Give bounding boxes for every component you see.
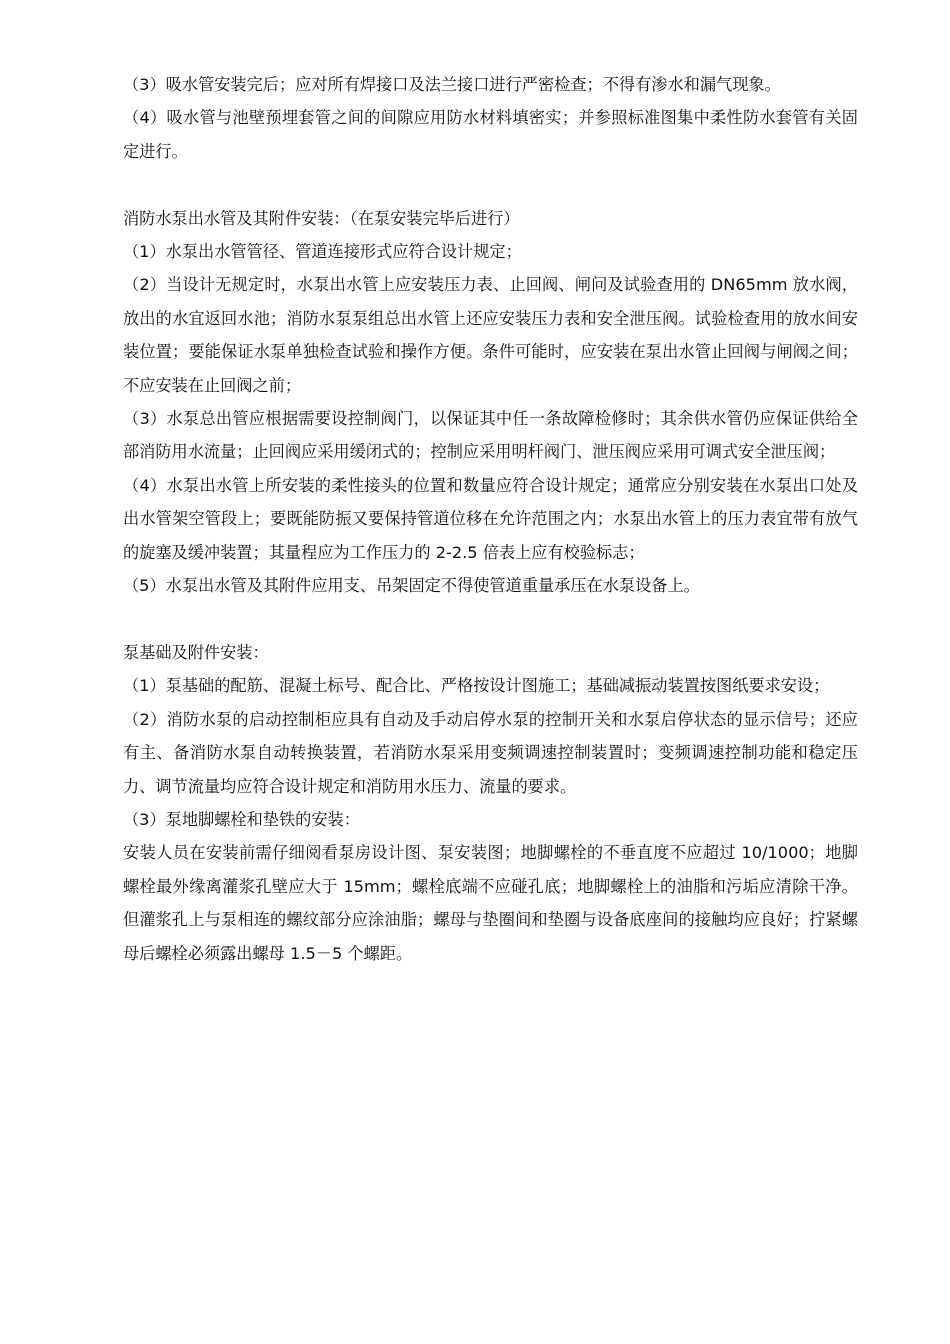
outlet-item-5: （5）水泵出水管及其附件应用支、吊架固定不得使管道重量承压在水泵设备上。 xyxy=(123,576,700,596)
foundation-section-heading: 泵基础及附件安装： xyxy=(123,642,269,662)
paragraph-gap xyxy=(123,602,858,635)
intake-item-4: （4）吸水管与池壁预埋套管之间的间隙应用防水材料填密实；并参照标准图集中柔性防水套管有关固定进行。 xyxy=(123,108,858,161)
foundation-item-2: （2）消防水泵的启动控制柜应具有自动及手动启停水泵的控制开关和水泵启停状态的显示信号；还应有主、备消防水泵自动转换装置，若消防水泵采用变频调速控制装置时；变频调速控制功能和稳定压力、调节流量均应符合设计规定和消防用水压力、流量的要求。 xyxy=(123,709,858,796)
outlet-item-1: （1）水泵出水管管径、管道连接形式应符合设计规定； xyxy=(123,242,522,262)
foundation-item-3-body: 安装人员在安装前需仔细阅看泵房设计图、泵安装图；地脚螺栓的不垂直度不应超过 10/1000；地脚螺栓最外缘离灌浆孔壁应大于 15mm；螺栓底端不应碰孔底；地脚螺栓上的油脂和污垢应清除干净。但灌浆孔上与泵相连的螺纹部分应涂油脂；螺母与垫圈间和垫圈与设备底座间的接触均应良好；拧紧螺母后螺栓必须露出螺母 1.5－5 个螺距。 xyxy=(123,843,858,963)
foundation-item-1: （1）泵基础的配筋、混凝土标号、配合比、严格按设计图施工；基础减振动装置按图纸要求安设； xyxy=(123,676,830,696)
outlet-item-3: （3）水泵总出管应根据需要设控制阀门，以保证其中任一条故障检修时；其余供水管仍应保证供给全部消防用水流量；止回阀应采用缓闭式的；控制应采用明杆阀门、泄压阀应采用可调式安全泄压阀； xyxy=(123,409,858,462)
outlet-section-heading: 消防水泵出水管及其附件安装：（在泵安装完毕后进行） xyxy=(123,208,520,228)
paragraph-gap xyxy=(123,168,858,201)
document-body xyxy=(123,68,858,970)
outlet-item-4: （4）水泵出水管上所安装的柔性接头的位置和数量应符合设计规定；通常应分别安装在水泵出口处及出水管架空管段上；要既能防振又要保持管道位移在允许范围之内；水泵出水管上的压力表宜带有放气的旋塞及缓冲装置；其量程应为工作压力的 2-2.5 倍表上应有校验标志； xyxy=(123,475,858,562)
foundation-item-3: （3）泵地脚螺栓和垫铁的安装： xyxy=(123,809,360,829)
outlet-item-2: （2）当设计无规定时，水泵出水管上应安装压力表、止回阀、闸问及试验查用的 DN65mm 放水阀，放出的水宜返回水池；消防水泵泵组总出水管上还应安装压力表和安全泄压阀。试验检查用的放水间安装位置；要能保证水泵单独检查试验和操作方便。条件可能时，应安装在泵出水管止回阀与闸阀之间；不应安装在止回阀之前； xyxy=(123,275,858,395)
intake-item-3: （3）吸水管安装完后；应对所有焊接口及法兰接口进行严密检查；不得有渗水和漏气现象。 xyxy=(123,75,781,94)
